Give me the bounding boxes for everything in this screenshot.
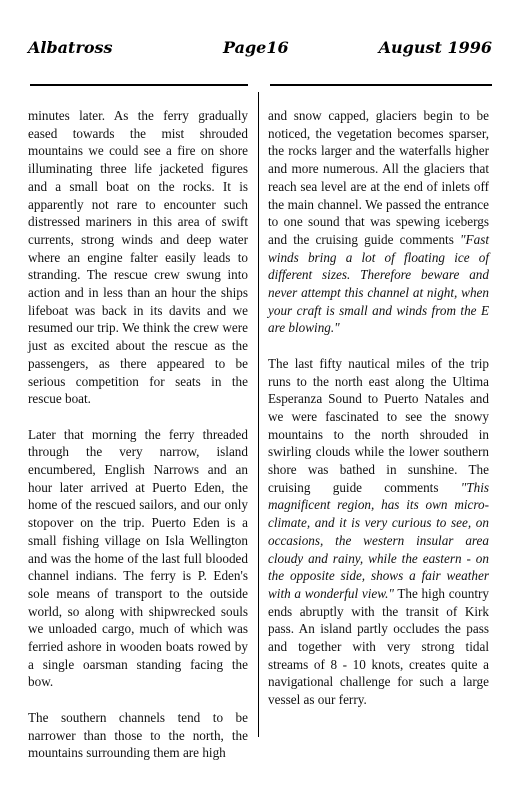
page-number: Page16 — [223, 38, 289, 57]
right-column — [268, 107, 489, 727]
issue-date: August 1996 — [378, 38, 492, 57]
left-column — [28, 107, 248, 780]
header-rule-left — [30, 84, 248, 86]
paragraph-text: and snow capped, glaciers begin to be noticed, the vegetation becomes sparser, the rocks larger and the waterfalls higher and more numerous. All the glaciers that reach sea level are at the end of inlets off the main channel. We passed the entrance to one sound that was spewing icebergs and the cruising guide comments — [268, 108, 489, 247]
paragraph-text: The last fifty nautical miles of the trip runs to the north east along the Ultima Esperanza Sound to Puerto Natales and we were fascinated to see the snowy mountains to the north shrouded in swirling clouds while the lower southern shore was bathed in sunshine. The cruising guide comments — [268, 355, 489, 495]
header-rule-right — [270, 84, 492, 86]
paragraph — [268, 355, 489, 709]
guide-quote: "This magnificent region, has its own micro-climate, and it is very curious to see, on occasions, the western insular area cloudy and rainy, while the eastern - on the opposite side, shows a fair weather with a wonderful view." — [268, 479, 489, 601]
paragraph: minutes later. As the ferry gradually eased towards the mist shrouded mountains we could see a fire on shore illuminating three life jacketed figures and a small boat on the rocks. It is apparently not rare to encounter such distressed mariners in this area of swift currents, strong winds and deep water where an engine falter easily leads to stranding. The rescue crew swung into action and in less than an hour the ships lifeboat was back in its davits and we resumed our trip. We think the crew were just as excited about the rescue as the passengers, as there appeared to be serious competition for seats in the rescue boat. — [28, 108, 248, 407]
paragraph: The southern channels tend to be narrower than those to the north, the mountains surrounding them are high — [28, 709, 248, 761]
guide-quote: "Fast winds bring a lot of floating ice of different sizes. Therefore beware and never attempt this channel at night, when your craft is small and winds from the E are blowing." — [268, 231, 489, 336]
publication-title: Albatross — [28, 38, 113, 57]
column-divider — [258, 92, 259, 737]
page-header — [28, 38, 492, 68]
paragraph: Later that morning the ferry threaded through the very narrow, island encumbered, English Narrows and an hour later arrived at Puerto Eden, the home of the rescued sailors, and our only stopover on the trip. Puerto Eden is a small fishing village on Isla Wellington and was the home of the last full blooded channel indians. The ferry is P. Eden's sole means of transport to the outside world, so along with shipwrecked souls we unloaded cargo, much of which was ferried ashore in wooden boats rowed by a single oarsman standing facing the bow. — [28, 426, 248, 690]
paragraph-text: The high country ends abruptly with the transit of Kirk pass. An island partly occludes the pass and together with very strong tidal streams of 8 - 10 knots, creates quite a navigational challenge for such a large vessel as our ferry. — [268, 585, 489, 708]
paragraph — [268, 107, 489, 337]
